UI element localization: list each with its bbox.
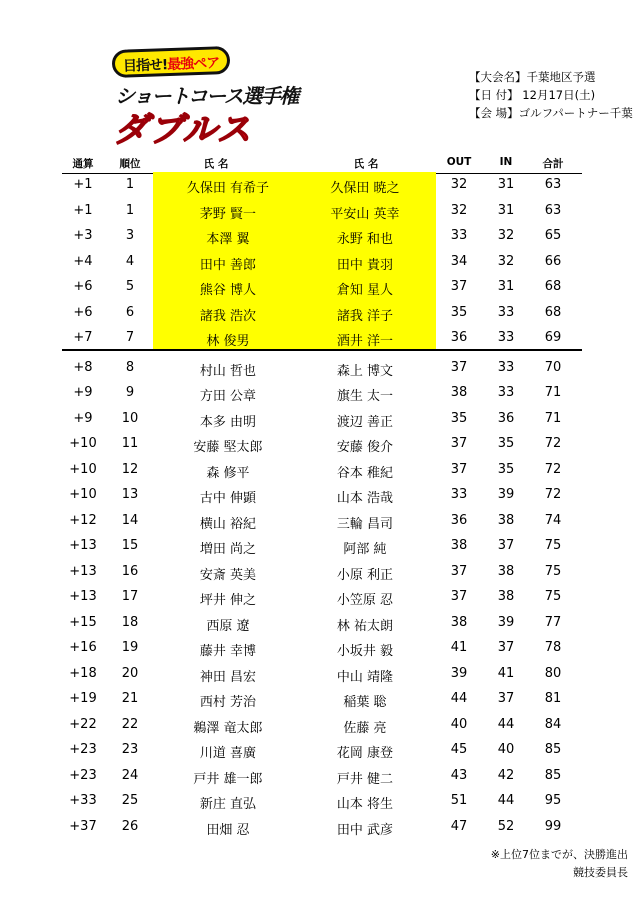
cell-total: +1	[73, 177, 93, 192]
cell-player-2: 佐藤 亮	[343, 720, 387, 736]
header-name-1: 氏 名	[203, 158, 229, 170]
cell-total: +37	[69, 818, 97, 834]
cell-player-2: 谷本 稚紀	[336, 465, 394, 481]
cell-in: 35	[497, 461, 515, 477]
cell-total: +22	[69, 716, 97, 732]
cell-player-1: 久保田 有希子	[186, 181, 270, 196]
cell-in: 32	[497, 253, 515, 269]
cell-player-2: 田中 武彦	[336, 822, 394, 838]
cell-in: 37	[497, 691, 515, 706]
cell-total: +8	[73, 359, 93, 375]
event-info	[469, 68, 634, 122]
cell-player-1: 鵜澤 竜太郎	[193, 720, 263, 736]
cell-total-score: 72	[544, 436, 562, 451]
cell-player-2: 酒井 洋一	[336, 334, 394, 349]
table-row	[0, 300, 640, 326]
cell-total-score: 68	[544, 304, 562, 320]
cell-out: 35	[450, 410, 468, 426]
cell-rank: 25	[121, 793, 139, 808]
cell-player-1: 茅野 賢一	[199, 206, 257, 222]
table-row	[0, 737, 640, 763]
cell-total: +19	[69, 691, 97, 706]
advance-note: ※上位7位までが、決勝進出	[490, 848, 628, 861]
cell-player-1: 林 俊男	[206, 334, 250, 349]
logo-badge-text-2: 最強ペア	[167, 55, 220, 74]
cell-rank: 14	[121, 512, 139, 528]
cell-rank: 24	[121, 767, 139, 783]
cell-total-score: 95	[544, 793, 562, 808]
cell-rank: 12	[121, 461, 139, 477]
committee-label: 競技委員長	[573, 866, 628, 879]
cell-total-score: 77	[544, 614, 562, 630]
cell-out: 41	[450, 640, 468, 655]
cell-in: 32	[497, 228, 515, 243]
cell-rank: 22	[121, 716, 139, 732]
table-row	[0, 406, 640, 432]
cell-player-1: 熊谷 博人	[199, 283, 257, 298]
table-row	[0, 814, 640, 840]
cell-total-score: 71	[544, 410, 562, 426]
cell-rank: 21	[121, 691, 139, 706]
cell-rank: 11	[121, 436, 139, 451]
cell-total: +13	[69, 563, 97, 579]
cell-rank: 6	[125, 304, 135, 320]
cell-out: 33	[450, 228, 468, 243]
cell-total-score: 63	[544, 177, 562, 192]
cell-player-1: 古中 伸顕	[199, 491, 257, 506]
table-header	[0, 152, 640, 174]
cell-total: +1	[73, 202, 93, 218]
cell-total: +13	[69, 589, 97, 604]
cell-total: +4	[73, 253, 93, 269]
logo-title: ダブルス	[114, 110, 252, 150]
cell-out: 44	[450, 691, 468, 706]
cell-player-1: 安藤 堅太郎	[193, 440, 263, 455]
cell-player-2: 山本 浩哉	[336, 491, 394, 506]
cell-in: 39	[497, 487, 515, 502]
cell-rank: 10	[121, 410, 139, 426]
cell-total: +6	[73, 304, 93, 320]
cell-in: 33	[497, 304, 515, 320]
cell-rank: 9	[125, 385, 135, 400]
cell-player-2: 田中 貴羽	[336, 257, 394, 273]
cell-total: +6	[73, 279, 93, 294]
cell-player-1: 本多 由明	[199, 414, 257, 430]
cell-in: 36	[497, 410, 515, 426]
cell-rank: 7	[125, 330, 135, 345]
cell-player-1: 田畑 忍	[206, 822, 250, 838]
cell-rank: 23	[121, 742, 139, 757]
cell-total-score: 72	[544, 461, 562, 477]
cell-total: +23	[69, 767, 97, 783]
cell-total: +16	[69, 640, 97, 655]
table-row	[0, 431, 640, 457]
cell-player-1: 田中 善郎	[199, 257, 257, 273]
cell-total-score: 84	[544, 716, 562, 732]
cell-in: 38	[497, 512, 515, 528]
table-row	[0, 533, 640, 559]
cell-in: 37	[497, 538, 515, 553]
cell-total-score: 99	[544, 818, 562, 834]
cell-player-2: 中山 靖隆	[336, 669, 394, 685]
logo-badge	[112, 46, 231, 78]
cell-rank: 1	[125, 202, 135, 218]
cell-out: 37	[450, 563, 468, 579]
cell-player-1: 川道 喜廣	[199, 746, 257, 761]
cell-player-2: 旗生 太一	[336, 389, 394, 404]
cell-rank: 18	[121, 614, 139, 630]
table-row	[0, 610, 640, 636]
cell-total: +10	[69, 487, 97, 502]
cell-out: 45	[450, 742, 468, 757]
cell-total: +10	[69, 436, 97, 451]
cell-player-2: 久保田 暁之	[330, 181, 400, 196]
table-row	[0, 508, 640, 534]
cell-in: 52	[497, 818, 515, 834]
cell-out: 32	[450, 177, 468, 192]
cell-player-2: 平安山 英幸	[330, 206, 400, 222]
cell-in: 33	[497, 385, 515, 400]
cell-total: +3	[73, 228, 93, 243]
cell-total-score: 75	[544, 589, 562, 604]
cell-player-1: 森 修平	[206, 465, 250, 481]
cell-rank: 15	[121, 538, 139, 553]
cell-total-score: 81	[544, 691, 562, 706]
table-row	[0, 223, 640, 249]
cell-player-1: 坪井 伸之	[199, 593, 257, 608]
event-date: 【日 付】 12月17日(土)	[469, 88, 596, 102]
table-row	[0, 788, 640, 814]
header-in: IN	[499, 156, 513, 168]
cell-total: +9	[73, 410, 93, 426]
cell-player-1: 戸井 雄一郎	[193, 771, 263, 787]
cell-in: 44	[497, 716, 515, 732]
cell-in: 33	[497, 330, 515, 345]
cell-total-score: 71	[544, 385, 562, 400]
cell-player-1: 西村 芳治	[199, 695, 257, 710]
cell-out: 37	[450, 436, 468, 451]
table-row	[0, 482, 640, 508]
cell-player-2: 渡辺 善正	[336, 414, 394, 430]
cell-out: 43	[450, 767, 468, 783]
cell-rank: 20	[121, 665, 139, 681]
cell-player-2: 三輪 昌司	[336, 516, 394, 532]
cell-player-2: 安藤 俊介	[336, 440, 394, 455]
event-venue: 【会 場】ゴルフパートナー千葉	[469, 106, 633, 120]
cell-total: +13	[69, 538, 97, 553]
cell-total-score: 80	[544, 665, 562, 681]
table-row	[0, 686, 640, 712]
header-name-2: 氏 名	[353, 158, 379, 170]
cell-player-1: 神田 昌宏	[199, 669, 257, 685]
cell-player-1: 藤井 幸博	[199, 644, 257, 659]
cell-rank: 26	[121, 818, 139, 834]
cell-in: 38	[497, 589, 515, 604]
results-table	[0, 172, 640, 838]
cell-player-1: 新庄 直弘	[199, 797, 257, 812]
cell-total-score: 66	[544, 253, 562, 269]
cell-in: 39	[497, 614, 515, 630]
cell-out: 37	[450, 589, 468, 604]
cell-out: 39	[450, 665, 468, 681]
cell-in: 37	[497, 640, 515, 655]
table-row	[0, 380, 640, 406]
cell-total: +7	[73, 330, 93, 345]
cell-rank: 1	[125, 177, 135, 192]
cell-out: 37	[450, 461, 468, 477]
table-row	[0, 559, 640, 585]
cell-player-1: 西原 遼	[206, 618, 250, 634]
cell-total-score: 85	[544, 742, 562, 757]
table-row	[0, 172, 640, 198]
table-row	[0, 198, 640, 224]
table-row	[0, 635, 640, 661]
cell-rank: 5	[125, 279, 135, 294]
cell-player-2: 阿部 純	[343, 542, 387, 557]
cell-total: +23	[69, 742, 97, 757]
cell-in: 31	[497, 177, 515, 192]
cell-rank: 8	[125, 359, 135, 375]
cell-player-1: 安斎 英美	[199, 567, 257, 583]
cell-out: 38	[450, 614, 468, 630]
cell-total: +18	[69, 665, 97, 681]
cell-out: 38	[450, 538, 468, 553]
cell-player-1: 横山 裕紀	[199, 516, 257, 532]
cell-rank: 3	[125, 228, 135, 243]
cell-total-score: 75	[544, 538, 562, 553]
table-row	[0, 712, 640, 738]
table-row	[0, 355, 640, 381]
footer-notes	[491, 846, 628, 882]
cell-rank: 4	[125, 253, 135, 269]
cell-player-1: 増田 尚之	[199, 542, 257, 557]
header-out: OUT	[446, 156, 472, 168]
cell-in: 33	[497, 359, 515, 375]
cell-out: 40	[450, 716, 468, 732]
cell-total-score: 69	[544, 330, 562, 345]
cell-player-1: 本澤 翼	[206, 232, 250, 247]
table-row	[0, 584, 640, 610]
cell-out: 34	[450, 253, 468, 269]
cell-in: 41	[497, 665, 515, 681]
cell-in: 44	[497, 793, 515, 808]
cell-in: 31	[497, 202, 515, 218]
cell-total-score: 75	[544, 563, 562, 579]
cell-rank: 19	[121, 640, 139, 655]
cell-player-2: 戸井 健二	[336, 771, 394, 787]
event-name: 【大会名】千葉地区予選	[469, 70, 596, 84]
cell-out: 33	[450, 487, 468, 502]
cell-total-score: 72	[544, 487, 562, 502]
cell-player-2: 永野 和也	[336, 232, 394, 247]
cell-out: 36	[450, 330, 468, 345]
cell-player-2: 小原 利正	[336, 567, 394, 583]
cell-total: +15	[69, 614, 97, 630]
cell-total: +9	[73, 385, 93, 400]
table-row	[0, 457, 640, 483]
cell-out: 38	[450, 385, 468, 400]
cell-player-2: 稲葉 聡	[343, 695, 387, 710]
cell-in: 42	[497, 767, 515, 783]
cell-in: 35	[497, 436, 515, 451]
event-logo	[112, 48, 298, 150]
cell-total: +10	[69, 461, 97, 477]
cell-player-2: 小笠原 忍	[336, 593, 394, 608]
cell-player-1: 村山 哲也	[199, 363, 257, 379]
cell-total-score: 68	[544, 279, 562, 294]
cell-player-2: 森上 博文	[336, 363, 394, 379]
header-rank: 順位	[119, 158, 141, 170]
cell-rank: 13	[121, 487, 139, 502]
cell-total-score: 65	[544, 228, 562, 243]
cell-player-2: 倉知 星人	[336, 283, 394, 298]
cell-player-1: 諸我 浩次	[199, 308, 257, 324]
cell-total-score: 85	[544, 767, 562, 783]
cell-out: 36	[450, 512, 468, 528]
cell-player-2: 林 祐太朗	[336, 618, 394, 634]
cell-out: 51	[450, 793, 468, 808]
table-row	[0, 661, 640, 687]
cell-in: 40	[497, 742, 515, 757]
logo-subtitle: ショートコース選手権	[115, 84, 298, 108]
logo-badge-text-1: 目指せ!	[122, 57, 168, 75]
cell-player-2: 諸我 洋子	[336, 308, 394, 324]
cell-player-2: 小坂井 毅	[336, 644, 394, 659]
cell-total-score: 70	[544, 359, 562, 375]
table-row	[0, 274, 640, 300]
header-total: 通算	[72, 158, 94, 170]
header-sum: 合計	[542, 158, 564, 170]
cell-out: 47	[450, 818, 468, 834]
cell-total-score: 78	[544, 640, 562, 655]
cell-in: 31	[497, 279, 515, 294]
cell-player-1: 方田 公章	[199, 389, 257, 404]
cell-player-2: 花岡 康登	[336, 746, 394, 761]
cell-out: 32	[450, 202, 468, 218]
cell-out: 37	[450, 359, 468, 375]
cell-player-2: 山本 将生	[336, 797, 394, 812]
cell-total-score: 74	[544, 512, 562, 528]
cell-rank: 16	[121, 563, 139, 579]
cell-out: 35	[450, 304, 468, 320]
cell-rank: 17	[121, 589, 139, 604]
cell-total: +33	[69, 793, 97, 808]
cell-out: 37	[450, 279, 468, 294]
table-row	[0, 763, 640, 789]
cell-total-score: 63	[544, 202, 562, 218]
table-row	[0, 325, 640, 351]
cell-total: +12	[69, 512, 97, 528]
cell-in: 38	[497, 563, 515, 579]
table-row	[0, 249, 640, 275]
